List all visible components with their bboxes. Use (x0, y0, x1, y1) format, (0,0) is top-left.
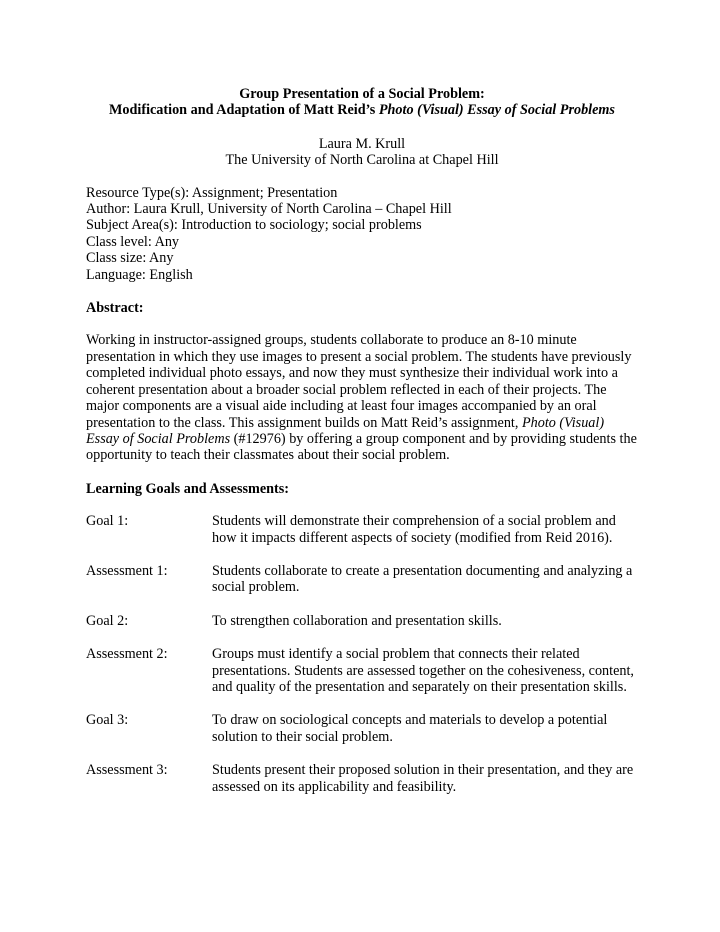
abstract-text (86, 332, 638, 463)
assessment-label: Assessment 3: (86, 762, 168, 779)
assessment-row (86, 563, 638, 596)
author-block (86, 136, 638, 169)
document-title (86, 86, 638, 119)
assessment-label: Assessment 1: (86, 562, 168, 579)
metadata-list (86, 185, 638, 283)
meta-class-size: Class size: Any (86, 250, 174, 267)
assessment-text: Students collaborate to create a presentation documenting and analyzing a social problem. (212, 562, 633, 596)
meta-subject-area: Subject Area(s): Introduction to sociology; social problems (86, 217, 422, 234)
goal-text: Students will demonstrate their comprehension of a social problem and how it impacts different aspects of society (modified from Reid 2016). (212, 513, 616, 546)
assessment-text: Groups must identify a social problem that connects their related presentations. Students are assessed together on the cohesiveness, content, and quality of the presentation and separately on their presentation skills. (212, 646, 634, 695)
abstract-text-italic: Photo (Visual) Essay of Social Problems (86, 414, 605, 447)
goal-row (86, 712, 638, 745)
goal-text: To strengthen collaboration and presentation skills. (212, 612, 502, 629)
goals-list (86, 513, 638, 795)
title-line-2-prefix: Modification and Adaptation of Matt Reid’s (109, 102, 379, 119)
goal-label: Goal 3: (86, 712, 129, 729)
meta-author: Author: Laura Krull, University of North Carolina – Chapel Hill (86, 201, 452, 218)
goals-heading: Learning Goals and Assessments: (86, 480, 289, 497)
goal-row (86, 513, 638, 546)
meta-language: Language: English (86, 266, 193, 283)
meta-resource-type: Resource Type(s): Assignment; Presentation (86, 184, 338, 201)
abstract-heading: Abstract: (86, 300, 144, 317)
title-line-2-italic: Photo (Visual) Essay of Social Problems (378, 102, 615, 119)
title-line-2 (86, 102, 638, 118)
goal-label: Goal 1: (86, 513, 129, 530)
assessment-row (86, 762, 638, 795)
title-line-1: Group Presentation of a Social Problem: (239, 86, 485, 102)
assessment-row (86, 646, 638, 695)
abstract-text-after: (#12976) by offering a group component and by providing students the opportunity to teach their classmates about their social problem. (86, 430, 637, 464)
assessment-text: Students present their proposed solution in their presentation, and they are assessed on its applicability and feasibility. (212, 762, 634, 795)
goal-label: Goal 2: (86, 612, 129, 629)
goal-text: To draw on sociological concepts and materials to develop a potential solution to their social problem. (212, 712, 608, 745)
meta-class-level: Class level: Any (86, 233, 180, 250)
abstract-text-before: Working in instructor-assigned groups, students collaborate to produce an 8-10 minute presentation in which they use images to present a social problem. The students have previously completed individual photo essays, and now they must synthesize their individual work into a coherent presentation about a broader social problem reflected in each of their projects. The major components are a visual aide including at least four images accompanied by an oral presentation to the class. This assignment builds on Matt Reid’s assignment, (86, 332, 632, 431)
document-page (86, 86, 638, 812)
goal-row (86, 613, 638, 629)
author-institution: The University of North Carolina at Chapel Hill (225, 152, 499, 169)
assessment-label: Assessment 2: (86, 646, 168, 663)
author-name: Laura M. Krull (318, 135, 406, 152)
